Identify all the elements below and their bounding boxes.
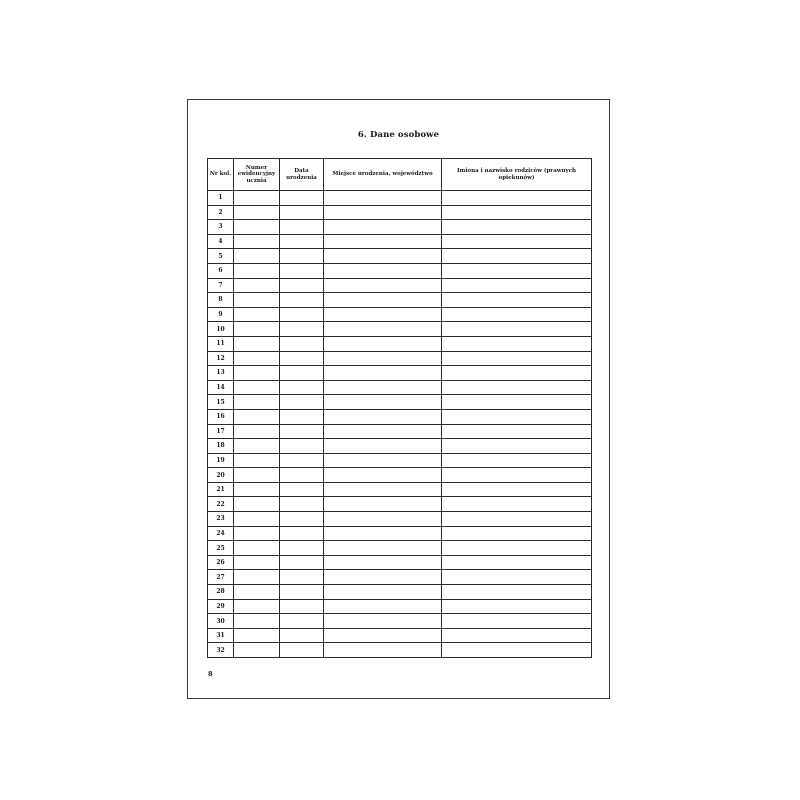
table-row [208,263,592,278]
student-id-cell [234,424,280,439]
row-number: 5 [208,249,234,264]
birth-date-cell [280,526,324,541]
parents-cell [442,395,592,410]
birth-date-cell [280,614,324,629]
table-row [208,278,592,293]
parents-cell [442,614,592,629]
table-body [208,191,592,658]
birth-date-cell [280,585,324,600]
parents-cell [442,380,592,395]
row-number: 15 [208,395,234,410]
row-number: 9 [208,307,234,322]
student-id-cell [234,307,280,322]
birth-date-cell [280,336,324,351]
birth-date-cell [280,234,324,249]
row-number: 25 [208,541,234,556]
parents-cell [442,366,592,381]
column-header-parents: Imiona i nazwisko rodziców (prawnych opiekunów) [442,159,592,191]
table-row [208,482,592,497]
birth-date-cell [280,512,324,527]
row-number: 17 [208,424,234,439]
parents-cell [442,628,592,643]
parents-cell [442,439,592,454]
birth-place-cell [324,468,442,483]
student-id-cell [234,628,280,643]
birth-date-cell [280,628,324,643]
student-id-cell [234,220,280,235]
birth-date-cell [280,570,324,585]
parents-cell [442,555,592,570]
table-row [208,468,592,483]
student-id-cell [234,439,280,454]
birth-place-cell [324,424,442,439]
table-row [208,439,592,454]
birth-place-cell [324,555,442,570]
row-number: 1 [208,191,234,206]
birth-place-cell [324,366,442,381]
student-id-cell [234,409,280,424]
row-number: 22 [208,497,234,512]
student-id-cell [234,205,280,220]
table-header-row [208,159,592,191]
parents-cell [442,512,592,527]
row-number: 27 [208,570,234,585]
student-id-cell [234,643,280,658]
table-row [208,424,592,439]
table-row [208,614,592,629]
birth-date-cell [280,191,324,206]
birth-date-cell [280,439,324,454]
birth-place-cell [324,234,442,249]
student-id-cell [234,570,280,585]
parents-cell [442,599,592,614]
birth-date-cell [280,599,324,614]
table-row [208,409,592,424]
row-number: 23 [208,512,234,527]
table-row [208,526,592,541]
row-number: 8 [208,293,234,308]
personal-data-table [207,158,592,658]
row-number: 26 [208,555,234,570]
birth-place-cell [324,307,442,322]
birth-place-cell [324,628,442,643]
student-id-cell [234,555,280,570]
row-number: 7 [208,278,234,293]
student-id-cell [234,395,280,410]
student-id-cell [234,191,280,206]
parents-cell [442,234,592,249]
birth-date-cell [280,351,324,366]
birth-place-cell [324,336,442,351]
birth-date-cell [280,424,324,439]
birth-place-cell [324,570,442,585]
table-row [208,234,592,249]
parents-cell [442,191,592,206]
column-header-birth-place: Miejsce urodzenia, województwo [324,159,442,191]
parents-cell [442,643,592,658]
table-row [208,205,592,220]
row-number: 31 [208,628,234,643]
birth-place-cell [324,599,442,614]
birth-place-cell [324,541,442,556]
birth-date-cell [280,409,324,424]
birth-place-cell [324,585,442,600]
student-id-cell [234,249,280,264]
row-number: 21 [208,482,234,497]
parents-cell [442,293,592,308]
row-number: 14 [208,380,234,395]
birth-place-cell [324,351,442,366]
birth-date-cell [280,220,324,235]
birth-date-cell [280,205,324,220]
row-number: 13 [208,366,234,381]
student-id-cell [234,512,280,527]
birth-date-cell [280,366,324,381]
table-row [208,249,592,264]
student-id-cell [234,482,280,497]
parents-cell [442,424,592,439]
birth-date-cell [280,497,324,512]
parents-cell [442,263,592,278]
row-number: 28 [208,585,234,600]
student-id-cell [234,468,280,483]
birth-place-cell [324,263,442,278]
student-id-cell [234,336,280,351]
birth-place-cell [324,512,442,527]
parents-cell [442,585,592,600]
row-number: 11 [208,336,234,351]
parents-cell [442,278,592,293]
parents-cell [442,526,592,541]
table-row [208,322,592,337]
birth-date-cell [280,468,324,483]
student-id-cell [234,380,280,395]
birth-date-cell [280,293,324,308]
parents-cell [442,409,592,424]
parents-cell [442,453,592,468]
section-title: 6. Dane osobowe [357,130,440,140]
table-row [208,497,592,512]
table-row [208,512,592,527]
birth-date-cell [280,395,324,410]
birth-date-cell [280,643,324,658]
student-id-cell [234,497,280,512]
parents-cell [442,468,592,483]
table-row [208,628,592,643]
student-id-cell [234,614,280,629]
student-id-cell [234,366,280,381]
birth-date-cell [280,482,324,497]
birth-date-cell [280,322,324,337]
table-row [208,307,592,322]
row-number: 4 [208,234,234,249]
student-id-cell [234,234,280,249]
parents-cell [442,482,592,497]
table-row [208,643,592,658]
birth-date-cell [280,541,324,556]
row-number: 19 [208,453,234,468]
row-number: 2 [208,205,234,220]
parents-cell [442,220,592,235]
birth-place-cell [324,205,442,220]
birth-date-cell [280,263,324,278]
table-row [208,541,592,556]
student-id-cell [234,293,280,308]
row-number: 24 [208,526,234,541]
parents-cell [442,351,592,366]
column-header-number: Nr kol. [208,159,234,191]
table-row [208,555,592,570]
birth-place-cell [324,482,442,497]
table-row [208,336,592,351]
birth-place-cell [324,249,442,264]
student-id-cell [234,541,280,556]
birth-place-cell [324,220,442,235]
birth-place-cell [324,395,442,410]
parents-cell [442,497,592,512]
row-number: 18 [208,439,234,454]
row-number: 29 [208,599,234,614]
parents-cell [442,541,592,556]
document-page [187,99,610,699]
row-number: 3 [208,220,234,235]
parents-cell [442,205,592,220]
row-number: 6 [208,263,234,278]
birth-date-cell [280,380,324,395]
parents-cell [442,570,592,585]
parents-cell [442,307,592,322]
table-row [208,395,592,410]
row-number: 12 [208,351,234,366]
table-row [208,380,592,395]
birth-date-cell [280,307,324,322]
birth-place-cell [324,614,442,629]
row-number: 20 [208,468,234,483]
birth-place-cell [324,439,442,454]
birth-place-cell [324,526,442,541]
student-id-cell [234,278,280,293]
table-row [208,585,592,600]
table-row [208,366,592,381]
student-id-cell [234,599,280,614]
parents-cell [442,336,592,351]
birth-date-cell [280,249,324,264]
birth-place-cell [324,643,442,658]
student-id-cell [234,263,280,278]
table-row [208,293,592,308]
birth-date-cell [280,453,324,468]
row-number: 10 [208,322,234,337]
table-row [208,453,592,468]
birth-place-cell [324,322,442,337]
column-header-student-id: Numer ewidencyjny ucznia [234,159,280,191]
row-number: 30 [208,614,234,629]
student-id-cell [234,526,280,541]
birth-place-cell [324,497,442,512]
row-number: 32 [208,643,234,658]
parents-cell [442,322,592,337]
row-number: 16 [208,409,234,424]
birth-place-cell [324,409,442,424]
student-id-cell [234,322,280,337]
birth-date-cell [280,278,324,293]
student-id-cell [234,585,280,600]
birth-place-cell [324,380,442,395]
birth-place-cell [324,453,442,468]
student-id-cell [234,453,280,468]
birth-place-cell [324,191,442,206]
student-id-cell [234,351,280,366]
table-row [208,599,592,614]
column-header-birth-date: Data urodzenia [280,159,324,191]
page-number: 8 [208,670,213,678]
table-row [208,570,592,585]
table-row [208,220,592,235]
table-row [208,191,592,206]
table-row [208,351,592,366]
birth-date-cell [280,555,324,570]
birth-place-cell [324,293,442,308]
birth-place-cell [324,278,442,293]
parents-cell [442,249,592,264]
